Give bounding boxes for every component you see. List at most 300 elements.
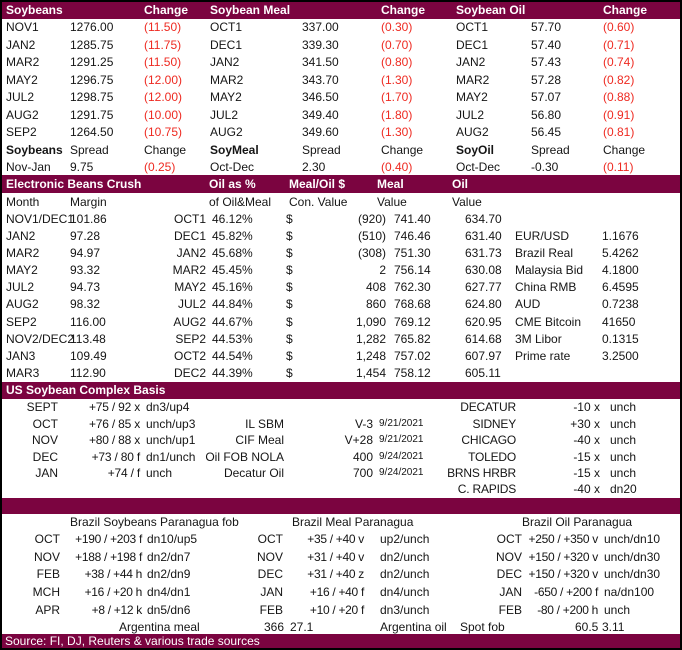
table-cell: [144, 481, 204, 497]
table-cell: JUL2: [177, 297, 206, 312]
table-cell: dn10/up5: [147, 531, 198, 546]
table-cell: 860: [365, 297, 386, 312]
crush-header-oil: Oil: [452, 176, 469, 191]
futures-header-change-1: Change: [144, 3, 189, 17]
table-cell: 112.90: [70, 366, 106, 381]
table-cell: 762.30: [394, 280, 431, 295]
table-row: [2, 142, 680, 159]
table-cell: unch: [146, 465, 173, 480]
table-cell: 1,282: [355, 331, 386, 346]
table-cell: MAY2: [6, 263, 38, 278]
table-cell: JAN2: [210, 55, 240, 69]
table-cell: 349.60: [302, 125, 339, 139]
table-cell: [592, 365, 680, 382]
table-cell: $: [286, 366, 293, 381]
table-cell: TOLEDO: [468, 449, 516, 464]
table-cell: MAR2: [172, 263, 206, 278]
table-cell: 1264.50: [70, 125, 114, 139]
table-cell: 57.40: [531, 37, 562, 52]
table-row: [2, 399, 680, 415]
table-cell: -650 / +200 f: [534, 585, 598, 600]
separator-bar: [2, 498, 680, 514]
table-cell: $: [286, 245, 293, 260]
table-cell: [507, 365, 592, 382]
table-cell: CIF Meal: [235, 433, 284, 448]
table-cell: (510): [357, 228, 386, 243]
table-cell: V-3: [354, 416, 373, 431]
table-cell: [62, 481, 144, 497]
table-cell: 741.40: [394, 211, 431, 226]
table-cell: up2/unch: [380, 531, 430, 546]
table-cell: 93.32: [70, 263, 101, 278]
table-cell: 408: [365, 280, 386, 295]
table-cell: 45.68%: [212, 245, 253, 260]
table-cell: 746.46: [394, 228, 431, 243]
table-cell: 5.4262: [602, 245, 639, 260]
table-cell: (0.71): [603, 37, 635, 52]
table-cell: (0.82): [603, 72, 635, 87]
table-cell: China RMB: [515, 280, 577, 295]
table-cell: (11.50): [144, 20, 182, 34]
argentina-oil-label: Argentina oil: [380, 619, 447, 634]
table-cell: JUL2: [6, 90, 35, 104]
table-cell: AUG2: [173, 314, 206, 329]
table-cell: AUD: [515, 297, 541, 312]
table-cell: 339.30: [302, 37, 339, 52]
table-row: [2, 465, 680, 481]
table-row: [2, 584, 680, 602]
crush-subheader-value-1: Value: [377, 194, 407, 209]
table-cell: Spread: [302, 142, 341, 157]
table-cell: 346.50: [302, 90, 339, 104]
table-cell: 624.80: [465, 297, 502, 312]
table-cell: +250 / +350 v: [528, 531, 598, 546]
table-cell: OCT: [257, 531, 283, 546]
table-cell: 116.00: [70, 314, 106, 329]
table-cell: DEC1: [210, 37, 243, 52]
table-cell: JAN2: [6, 228, 36, 243]
table-cell: OCT2: [173, 349, 206, 363]
table-cell: +8 / +12 k: [91, 602, 142, 617]
table-cell: OCT1: [173, 211, 206, 226]
table-cell: NOV1/DEC1: [6, 211, 75, 226]
table-cell: (11.50): [144, 55, 182, 69]
table-cell: dn2/unch: [380, 549, 430, 564]
table-cell: (11.75): [144, 37, 182, 52]
table-cell: 1,090: [355, 314, 386, 329]
table-cell: SEP2: [175, 331, 206, 346]
table-cell: (0.60): [603, 20, 635, 34]
table-row: [2, 602, 680, 620]
table-cell: OCT1: [210, 20, 243, 34]
table-cell: Spread: [70, 142, 109, 157]
table-cell: Spread: [531, 142, 570, 157]
table-cell: 620.95: [465, 314, 502, 329]
table-cell: DECATUR: [460, 400, 516, 415]
table-cell: SEP2: [6, 125, 37, 139]
table-cell: [375, 481, 445, 497]
table-cell: AUG2: [210, 125, 243, 139]
table-cell: OCT: [496, 531, 522, 546]
table-cell: -15 x: [573, 465, 600, 480]
table-cell: $: [286, 314, 293, 329]
table-cell: DEC1: [456, 37, 489, 52]
table-cell: 765.82: [394, 331, 431, 346]
table-cell: (0.30): [381, 20, 413, 34]
crush-subheader-row: [2, 193, 680, 211]
table-cell: 1,248: [355, 349, 386, 363]
table-cell: JAN: [499, 585, 522, 600]
table-cell: na/dn100: [604, 585, 655, 600]
table-cell: SIDNEY: [472, 416, 516, 431]
table-cell: EUR/USD: [515, 228, 570, 243]
table-cell: DEC: [32, 449, 58, 464]
crush-subheader-con-value: Con. Value: [289, 194, 348, 209]
table-row: [2, 245, 680, 262]
table-cell: MAR3: [6, 366, 40, 381]
table-cell: +16 / +20 h: [84, 585, 142, 600]
table-row: [2, 124, 680, 142]
table-cell: MAR2: [456, 72, 490, 87]
table-cell: 41650: [602, 314, 636, 329]
table-cell: 44.39%: [212, 366, 253, 381]
futures-table: [2, 19, 680, 142]
table-cell: 758.12: [394, 366, 431, 381]
table-cell: (12.00): [144, 72, 183, 87]
table-row: [2, 416, 680, 432]
table-cell: (10.75): [144, 125, 183, 139]
argentina-meal-value: 366: [264, 619, 285, 634]
argentina-meal-label: Argentina meal: [119, 619, 200, 634]
spread-header-row: [2, 142, 680, 159]
table-cell: -10 x: [573, 400, 600, 415]
table-cell: +80 / 88 x: [88, 433, 140, 448]
table-row: [2, 228, 680, 245]
table-cell: 44.54%: [212, 349, 253, 363]
argentina-meal-pct: 27.1: [290, 619, 314, 634]
table-cell: 56.45: [531, 125, 562, 139]
table-cell: dn4/dn1: [147, 585, 191, 600]
table-cell: 0.7238: [602, 297, 639, 312]
table-cell: -40 x: [573, 433, 600, 448]
table-cell: 2.30: [302, 159, 326, 174]
table-cell: [285, 481, 375, 497]
table-cell: (0.91): [603, 107, 635, 122]
crush-header-title: Electronic Beans Crush: [6, 176, 142, 191]
table-cell: 97.28: [70, 228, 101, 243]
table-cell: dn3/up4: [146, 400, 190, 415]
table-cell: 756.14: [394, 263, 431, 278]
table-cell: 6.4595: [602, 280, 639, 295]
table-cell: 9/24/2021: [379, 450, 424, 462]
table-cell: C. RAPIDS: [457, 482, 516, 497]
table-cell: SEPT: [26, 400, 58, 415]
table-cell: MAY2: [6, 72, 38, 87]
table-cell: Change: [603, 142, 646, 157]
table-cell: 57.07: [531, 90, 562, 104]
table-cell: Brazil Real: [515, 245, 574, 260]
table-cell: MCH: [32, 585, 60, 600]
table-cell: [592, 211, 680, 228]
table-cell: $: [286, 331, 293, 346]
table-cell: JAN3: [6, 349, 36, 363]
table-cell: DEC: [257, 567, 283, 582]
table-cell: +73 / 80 f: [91, 449, 140, 464]
table-cell: 101.86: [70, 211, 107, 226]
table-cell: (0.70): [381, 37, 413, 52]
table-cell: 56.80: [531, 107, 562, 122]
table-cell: +10 / +20 f: [309, 602, 364, 617]
table-row: [2, 54, 680, 72]
table-cell: dn3/unch: [380, 602, 430, 617]
table-cell: JUL2: [6, 280, 35, 295]
table-cell: 605.11: [465, 366, 501, 381]
table-cell: BRNS HRBR: [447, 465, 516, 480]
table-cell: 1285.75: [70, 37, 114, 52]
table-cell: 634.70: [465, 211, 502, 226]
table-cell: [507, 211, 592, 228]
table-cell: $: [286, 349, 293, 363]
table-cell: 1291.75: [70, 107, 114, 122]
table-cell: (0.25): [144, 159, 176, 174]
table-cell: 337.00: [302, 20, 339, 34]
basis-header-title: US Soybean Complex Basis: [6, 383, 166, 398]
table-cell: (1.30): [381, 125, 413, 139]
table-cell: MAR2: [6, 245, 40, 260]
table-cell: +188 / +198 f: [75, 549, 142, 564]
table-cell: +35 / +40 v: [307, 531, 364, 546]
table-row: [2, 296, 680, 313]
table-cell: MAR2: [210, 72, 244, 87]
table-cell: 57.28: [531, 72, 562, 87]
table-cell: (0.74): [603, 55, 635, 69]
table-row: [2, 566, 680, 584]
table-cell: 94.73: [70, 280, 101, 295]
table-cell: NOV1: [6, 20, 39, 34]
table-cell: 94.97: [70, 245, 101, 260]
table-cell: 3.2500: [602, 349, 639, 363]
table-cell: Oil FOB NOLA: [205, 449, 284, 464]
table-cell: 341.50: [302, 55, 339, 69]
table-cell: (12.00): [144, 90, 183, 104]
table-cell: $: [286, 280, 293, 295]
table-cell: (0.88): [603, 90, 635, 104]
table-cell: 44.67%: [212, 314, 253, 329]
table-cell: unch/up1: [146, 433, 196, 448]
table-cell: OCT: [32, 416, 58, 431]
table-cell: +38 / +44 h: [84, 567, 142, 582]
table-cell: 9.75: [70, 159, 94, 174]
table-cell: FEB: [36, 567, 60, 582]
table-cell: JUL2: [210, 107, 239, 122]
table-cell: AUG2: [6, 297, 39, 312]
table-cell: +75 / 92 x: [88, 400, 140, 415]
table-cell: Decatur Oil: [223, 465, 284, 480]
table-cell: dn4/unch: [380, 585, 430, 600]
table-cell: [204, 399, 285, 415]
table-cell: unch/dn30: [604, 567, 661, 582]
table-cell: V+28: [344, 433, 373, 448]
table-cell: MAY2: [456, 90, 488, 104]
table-cell: 631.73: [465, 245, 502, 260]
table-row: [2, 279, 680, 296]
table-cell: 98.32: [70, 297, 101, 312]
table-cell: 630.08: [465, 263, 502, 278]
table-cell: APR: [35, 602, 60, 617]
table-cell: $: [286, 263, 293, 278]
table-cell: dn20: [610, 482, 637, 497]
table-row: [2, 549, 680, 567]
table-cell: SoyOil: [456, 142, 495, 157]
futures-header-change-3: Change: [603, 3, 648, 17]
basis-table: [2, 399, 680, 497]
table-cell: dn2/dn7: [147, 549, 191, 564]
spot-fob-value: 60.5: [575, 619, 599, 634]
table-cell: -80 / +200 h: [537, 602, 598, 617]
crush-subheader-oil-pct: of Oil&Meal: [209, 194, 272, 209]
table-row: [2, 37, 680, 55]
table-row: [2, 531, 680, 549]
table-cell: 45.16%: [212, 280, 253, 295]
table-cell: AUG2: [456, 125, 489, 139]
table-cell: [375, 399, 445, 415]
table-cell: unch: [604, 602, 631, 617]
table-cell: NOV: [33, 549, 60, 564]
table-cell: dn2/unch: [380, 567, 430, 582]
table-cell: 44.84%: [212, 297, 253, 312]
table-row: [2, 432, 680, 448]
table-cell: unch: [610, 400, 637, 415]
table-cell: Soybeans: [6, 142, 63, 157]
table-cell: JUL2: [456, 107, 485, 122]
table-cell: unch/up3: [146, 416, 196, 431]
table-cell: -40 x: [573, 482, 600, 497]
table-cell: (920): [357, 211, 386, 226]
table-cell: Prime rate: [515, 349, 571, 363]
table-cell: JAN: [35, 465, 58, 480]
table-cell: Change: [381, 142, 424, 157]
futures-header-soybean-oil: Soybean Oil: [456, 3, 526, 17]
table-row: [2, 331, 680, 348]
table-cell: 607.97: [465, 349, 502, 363]
table-cell: (1.30): [381, 72, 413, 87]
table-cell: 3M Libor: [515, 331, 562, 346]
table-cell: CME Bitcoin: [515, 314, 582, 329]
table-cell: DEC1: [173, 228, 206, 243]
crush-header-meal: Meal: [377, 176, 404, 191]
table-cell: (0.40): [381, 159, 413, 174]
table-cell: $: [286, 228, 293, 243]
table-cell: unch: [610, 449, 637, 464]
table-row: [2, 211, 680, 228]
table-cell: 46.12%: [212, 211, 253, 226]
table-cell: CHICAGO: [461, 433, 516, 448]
table-cell: 0.1315: [602, 331, 639, 346]
spot-fob-pct: 3.11: [602, 619, 625, 634]
brazil-meal-header: Brazil Meal Paranagua: [292, 514, 414, 529]
table-cell: (1.70): [381, 90, 413, 104]
table-cell: Oct-Dec: [210, 159, 255, 174]
table-cell: NOV: [256, 549, 283, 564]
table-cell: IL SBM: [245, 416, 284, 431]
table-cell: 1298.75: [70, 90, 114, 104]
table-cell: 1.1676: [602, 228, 639, 243]
table-cell: 700: [352, 465, 373, 480]
table-cell: AUG2: [6, 107, 39, 122]
table-cell: 9/21/2021: [379, 417, 424, 429]
table-row: [2, 449, 680, 465]
table-cell: FEB: [259, 602, 283, 617]
brazil-header-row: [2, 514, 680, 531]
table-cell: JAN2: [6, 37, 36, 52]
crush-table: [2, 211, 680, 383]
futures-header-bar: [2, 2, 680, 19]
table-row: [2, 89, 680, 107]
table-cell: 400: [352, 449, 373, 464]
table-cell: $: [286, 297, 293, 312]
table-cell: 57.43: [531, 55, 562, 69]
table-cell: 45.45%: [212, 263, 253, 278]
table-cell: Oct-Dec: [456, 159, 501, 174]
table-cell: +150 / +320 v: [528, 567, 598, 582]
table-cell: NOV2/DEC2: [6, 331, 75, 346]
table-cell: dn5/dn6: [147, 602, 191, 617]
table-cell: 1276.00: [70, 20, 114, 34]
spread-value-row: [2, 159, 680, 175]
table-row: [2, 72, 680, 90]
table-cell: +31 / +40 z: [307, 567, 364, 582]
table-cell: MAR2: [6, 55, 40, 69]
table-cell: [2, 481, 62, 497]
table-cell: +31 / +40 v: [307, 549, 364, 564]
futures-header-change-2: Change: [381, 3, 426, 17]
table-cell: JAN2: [456, 55, 486, 69]
table-cell: +190 / +203 f: [75, 531, 142, 546]
futures-header-soybeans: Soybeans: [6, 3, 63, 17]
table-cell: (0.80): [381, 55, 413, 69]
table-row: [2, 365, 680, 382]
table-cell: 751.30: [394, 245, 431, 260]
brazil-oil-header: Brazil Oil Paranagua: [522, 514, 633, 529]
table-cell: +30 x: [570, 416, 600, 431]
table-row: [2, 481, 680, 497]
table-cell: OCT1: [456, 20, 489, 34]
table-cell: dn2/dn9: [147, 567, 191, 582]
table-cell: DEC2: [173, 366, 206, 381]
source-text: Source: FI, DJ, Reuters & various trade sources: [5, 633, 260, 648]
table-cell: MAY2: [210, 90, 242, 104]
table-cell: 769.12: [394, 314, 431, 329]
table-cell: MAY2: [174, 280, 206, 295]
crush-header-oil-pct: Oil as %: [209, 176, 256, 191]
table-cell: (308): [357, 245, 386, 260]
table-cell: DEC: [496, 567, 522, 582]
table-row: [2, 348, 680, 365]
table-cell: -0.30: [531, 159, 559, 174]
table-cell: 349.40: [302, 107, 339, 122]
table-cell: dn1/unch: [146, 449, 196, 464]
argentina-spot-row: [2, 620, 680, 634]
table-row: [2, 314, 680, 331]
table-cell: 614.68: [465, 331, 502, 346]
crush-subheader-value-2: Value: [452, 194, 482, 209]
table-cell: [285, 399, 375, 415]
table-cell: +76 / 85 x: [88, 416, 140, 431]
table-cell: unch: [610, 465, 637, 480]
table-cell: unch/dn30: [604, 549, 661, 564]
table-cell: 57.70: [531, 20, 562, 34]
table-cell: (0.11): [603, 159, 634, 174]
